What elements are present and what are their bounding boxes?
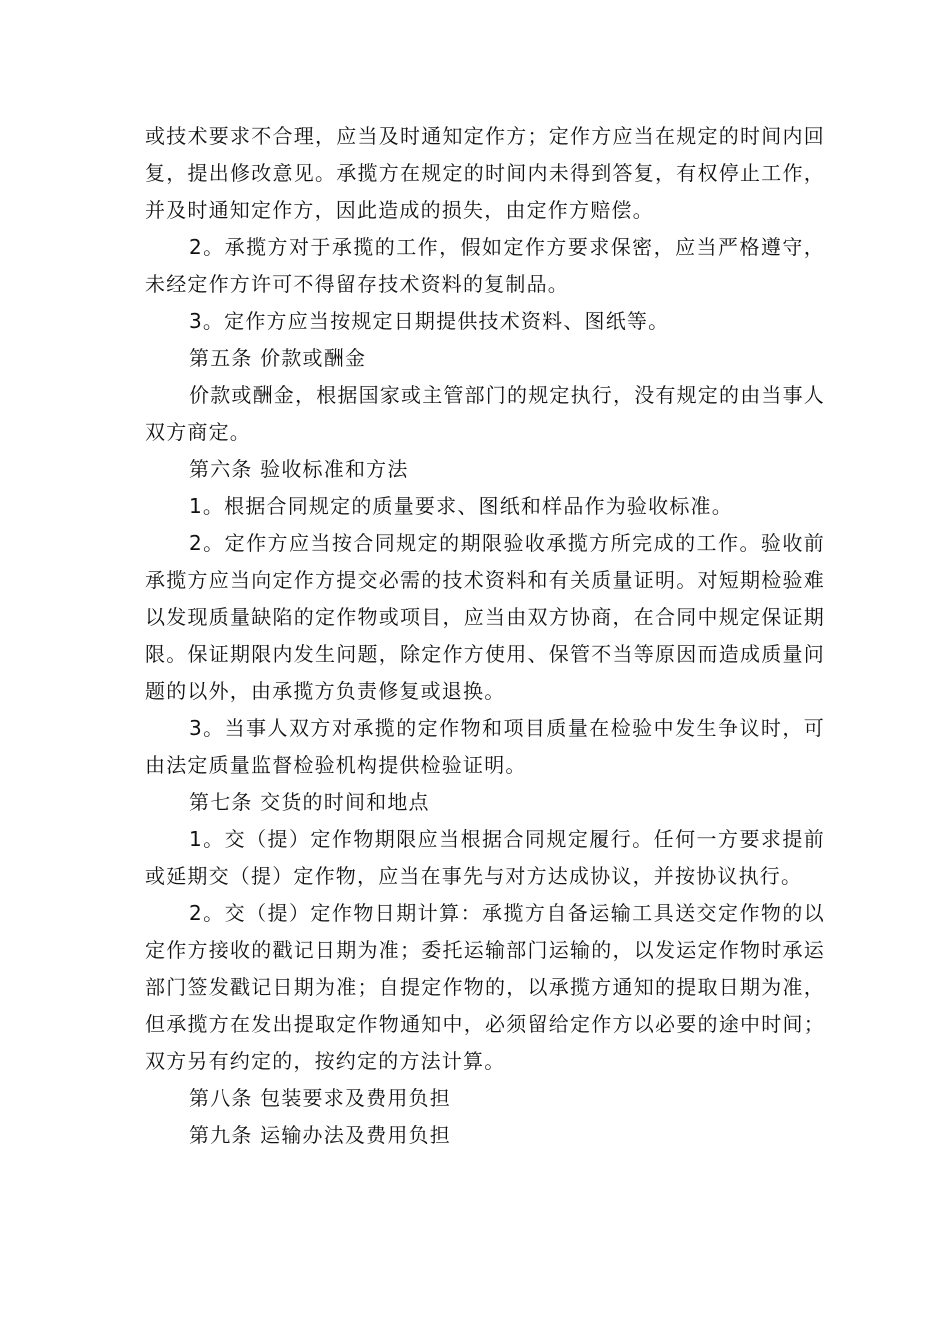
clause-item: 价款或酬金，根据国家或主管部门的规定执行，没有规定的由当事人双方商定。	[145, 383, 825, 444]
clause-item: 1。根据合同规定的质量要求、图纸和样品作为验收标准。	[189, 494, 733, 518]
article-heading: 第九条 运输办法及费用负担	[189, 1123, 451, 1147]
clause-item: 2。定作方应当按合同规定的期限验收承揽方所完成的工作。验收前承揽方应当向定作方提交必需的技术资料和有关质量证明。对短期检验难以发现质量缺陷的定作物或项目，应当由双方协商，在合同中规定保证期限。保证期限内发生问题，除定作方使用、保管不当等原因而造成质量问题的以外，由承揽方负责修复或退换。	[145, 531, 825, 703]
clause-item: 1。交（提）定作物期限应当根据合同规定履行。任何一方要求提前或延期交（提）定作物，应当在事先与对方达成协议，并按协议执行。	[145, 827, 825, 888]
document-body	[145, 118, 825, 1154]
clause-item: 2。承揽方对于承揽的工作，假如定作方要求保密，应当严格遵守，未经定作方许可不得留存技术资料的复制品。	[145, 235, 825, 296]
paragraph-continued: 或技术要求不合理，应当及时通知定作方；定作方应当在规定的时间内回复，提出修改意见。承揽方在规定的时间内未得到答复，有权停止工作，并及时通知定作方，因此造成的损失，由定作方赔偿。	[145, 124, 825, 222]
clause-item: 3。定作方应当按规定日期提供技术资料、图纸等。	[189, 309, 670, 333]
article-heading: 第五条 价款或酬金	[189, 346, 367, 370]
clause-item: 2。交（提）定作物日期计算：承揽方自备运输工具送交定作物的以定作方接收的戳记日期为准；委托运输部门运输的，以发运定作物时承运部门签发戳记日期为准；自提定作物的，以承揽方通知的提取日期为准，但承揽方在发出提取定作物通知中，必须留给定作方以必要的途中时间；双方另有约定的，按约定的方法计算。	[145, 901, 825, 1073]
article-heading: 第八条 包装要求及费用负担	[189, 1086, 451, 1110]
article-heading: 第七条 交货的时间和地点	[189, 790, 430, 814]
article-heading: 第六条 验收标准和方法	[189, 457, 409, 481]
clause-item: 3。当事人双方对承揽的定作物和项目质量在检验中发生争议时，可由法定质量监督检验机构提供检验证明。	[145, 716, 825, 777]
